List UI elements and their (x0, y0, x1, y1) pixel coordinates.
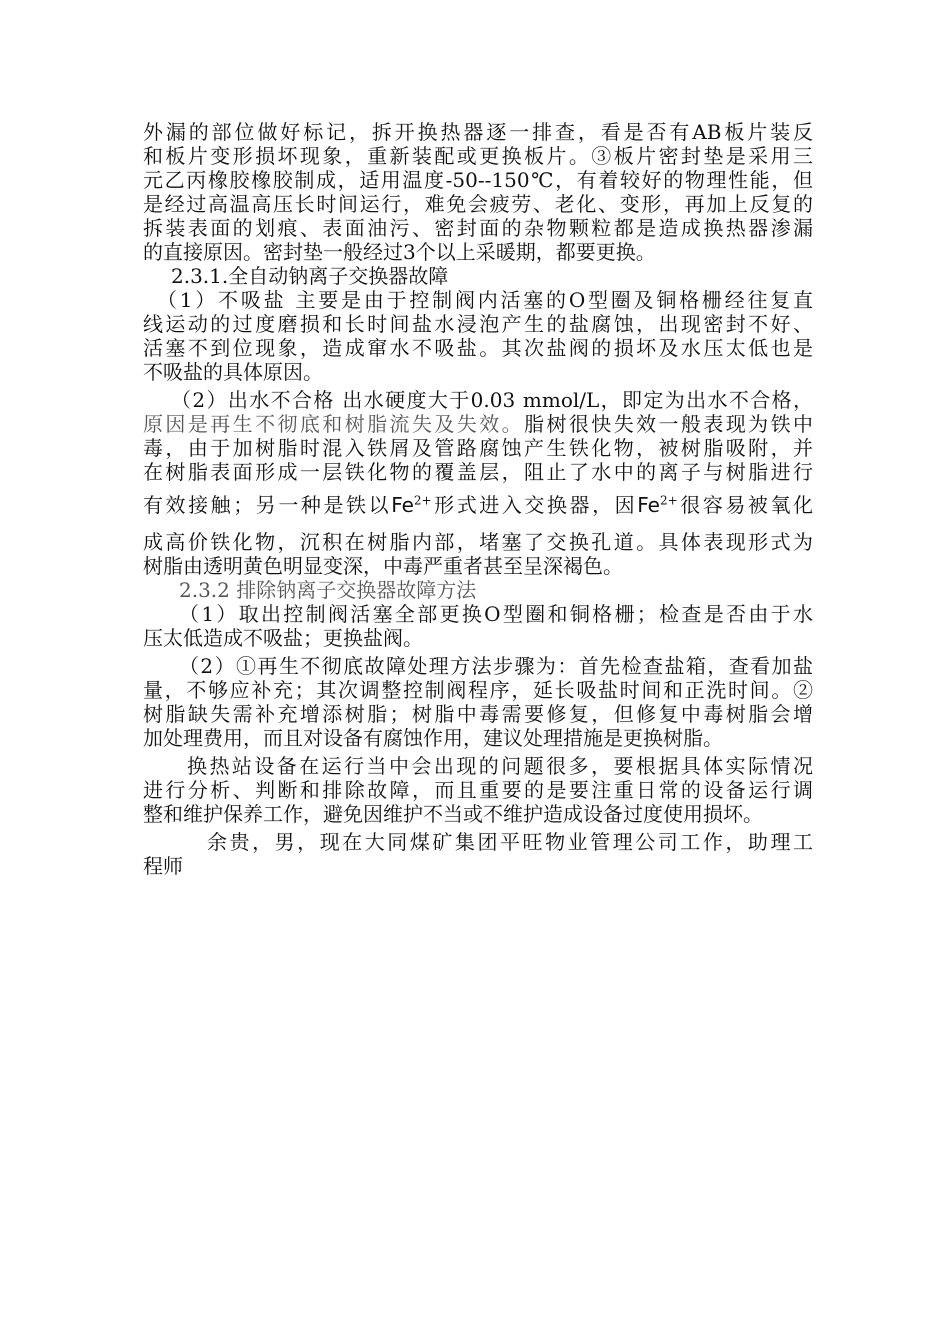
text-line: 进行分析、判断和排除故障，而且重要的是要注重日常的设备运行调 (143, 778, 813, 802)
text-line: 量，不够应补充；其次调整控制阀程序，延长吸盐时间和正洗时间。② (143, 678, 813, 702)
text-line: 树脂由透明黄色明显变深，中毒严重者甚至呈深褐色。 (143, 554, 623, 578)
chemical-formula-fe: Fe (391, 493, 414, 517)
text-line: 是经过高温高压长时间运行，难免会疲劳、老化、变形，再加上反复的 (143, 192, 813, 216)
paragraph-plate-gasket (143, 120, 813, 264)
text-line: 和板片变形损坏现象，重新装配或更换板片。③板片密封垫是采用三 (143, 144, 813, 168)
section-heading-2-3-1: 2.3.1.全自动钠离子交换器故障 (171, 264, 449, 288)
text-line: 的直接原因。密封垫一般经过3个以上采暖期，都要更换。 (143, 240, 656, 264)
text-line: 整和维护保养工作，避免因维护不当或不维护造成设备过度使用损坏。 (143, 802, 763, 826)
text-line: 外漏的部位做好标记，拆开换热器逐一排查，看是否有AB板片装反 (143, 120, 813, 144)
section-heading-2-3-2: 2.3.2 排除钠离子交换器故障方法 (179, 578, 477, 602)
paragraph-conclusion (143, 754, 813, 826)
text-line: 毒，由于加树脂时混入铁屑及管路腐蚀产生铁化物，被树脂吸附，并 (143, 436, 813, 460)
text-line-mixed (143, 412, 813, 436)
text-line: 拆装表面的划痕、表面油污、密封面的杂物颗粒都是造成换热器渗漏 (143, 216, 813, 240)
paragraph-fix-control-valve (143, 602, 813, 650)
text-line: 在树脂表面形成一层铁化物的覆盖层，阻止了水中的离子与树脂进行 (143, 460, 813, 484)
gray-text-segment: 原因是再生不彻底和树脂流失及失效。 (143, 412, 525, 436)
text-line: 余贵，男，现在大同煤矿集团平旺物业管理公司工作，助理工 (207, 830, 813, 854)
text-line: 活塞不到位现象，造成窜水不吸盐。其次盐阀的损坏及水压太低也是 (143, 336, 813, 360)
text-line: （2）出水不合格 出水硬度大于0.03 mmol/L，即定为出水不合格， (171, 388, 813, 412)
text-segment: 有效接触；另一种是铁以 (143, 493, 392, 517)
paragraph-regeneration (143, 654, 813, 750)
text-segment: 形式进入交换器，因 (431, 493, 638, 517)
superscript-charge: 2+ (413, 493, 432, 508)
text-line: 元乙丙橡胶橡胶制成，适用温度-50--150℃，有着较好的物理性能，但 (143, 168, 813, 192)
text-line-ferrous (143, 484, 813, 526)
text-line: 成高价铁化物，沉积在树脂内部，堵塞了交换孔道。具体表现形式为 (143, 530, 813, 554)
text-line: 程师 (143, 854, 183, 878)
text-line: （1）取出控制阀活塞全部更换O型圈和铜格栅；检查是否由于水 (179, 602, 813, 626)
text-line: 线运动的过度磨损和长时间盐水浸泡产生的盐腐蚀，出现密封不好、 (143, 312, 813, 336)
paragraph-water-quality (143, 388, 813, 578)
text-segment: 很容易被氧化 (677, 493, 814, 517)
author-bio (143, 830, 813, 878)
text-line: 树脂缺失需补充增添树脂；树脂中毒需要修复，但修复中毒树脂会增 (143, 702, 813, 726)
text-line: （2）①再生不彻底故障处理方法步骤为：首先检查盐箱，查看加盐 (179, 654, 813, 678)
chemical-formula-fe: Fe (637, 493, 660, 517)
superscript-charge: 2+ (659, 493, 678, 508)
text-line: 不吸盐的具体原因。 (143, 360, 323, 384)
text-segment: 脂树很快失效一般表现为铁中 (524, 412, 814, 436)
text-line: （1）不吸盐 主要是由于控制阀内活塞的O型圈及铜格栅经往复直 (157, 288, 813, 312)
text-line: 加处理费用，而且对设备有腐蚀作用，建议处理措施是更换树脂。 (143, 726, 723, 750)
article-body (143, 120, 813, 878)
paragraph-no-salt (143, 288, 813, 384)
text-line: 压太低造成不吸盐；更换盐阀。 (143, 626, 423, 650)
text-line: 换热站设备在运行当中会出现的问题很多，要根据具体实际情况 (187, 754, 813, 778)
